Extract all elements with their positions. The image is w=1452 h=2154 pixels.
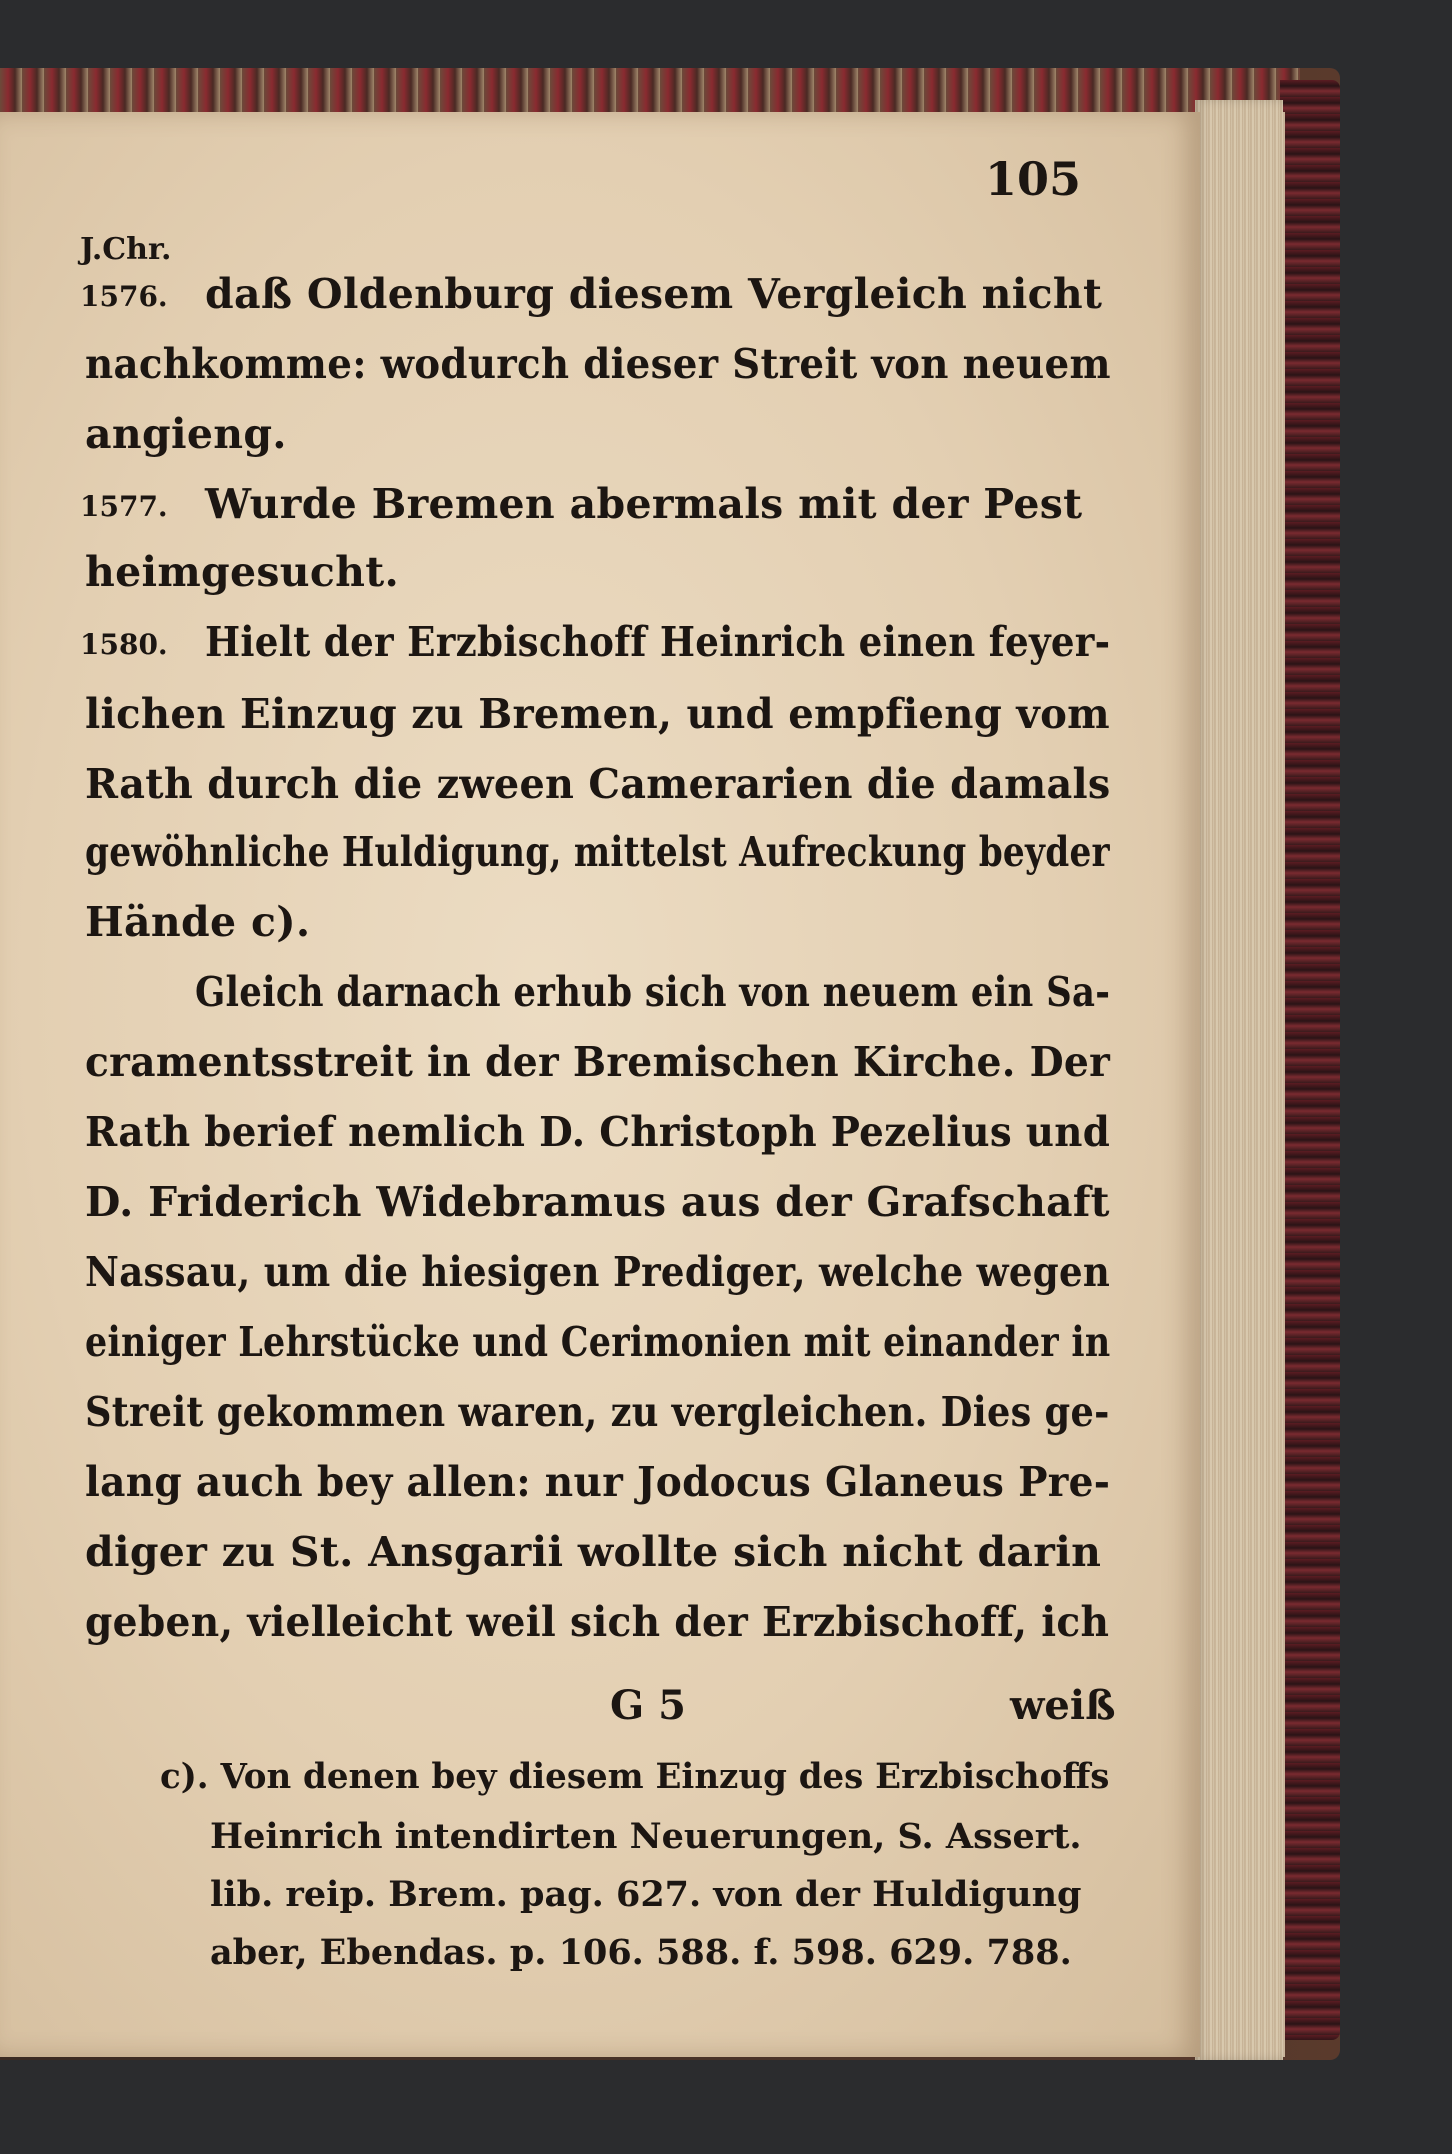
footnote-line: c). Von denen bey diesem Einzug des Erzbischoffs xyxy=(160,1756,1110,1797)
text-line: Rath durch die zween Camerarien die damals xyxy=(85,760,1111,808)
text-line: Hände c). xyxy=(85,898,311,946)
text-line: gewöhnliche Huldigung, mittelst Aufreckung beyder xyxy=(85,828,1110,876)
book-headband xyxy=(0,68,1300,114)
text-line: lang auch bey allen: nur Jodocus Glaneus Pre- xyxy=(85,1458,1111,1506)
text-line: daß Oldenburg diesem Vergleich nicht xyxy=(205,270,1103,318)
marbled-cover-edge xyxy=(1280,80,1340,2040)
year-marginal: 1576. xyxy=(80,280,168,313)
text-line: einiger Lehrstücke und Cerimonien mit einander in xyxy=(85,1318,1111,1366)
page-number: 105 xyxy=(985,152,1082,206)
signature-mark: G 5 xyxy=(610,1682,686,1729)
text-line: lichen Einzug zu Bremen, und empfieng vom xyxy=(85,690,1110,738)
footnote-line: Heinrich intendirten Neuerungen, S. Assert. xyxy=(210,1816,1082,1857)
year-marginal: 1580. xyxy=(80,628,168,661)
text-line: D. Friderich Widebramus aus der Grafschaft xyxy=(85,1178,1110,1226)
text-line: Nassau, um die hiesigen Prediger, welche wegen xyxy=(85,1248,1111,1296)
footnote-line: aber, Ebendas. p. 106. 588. f. 598. 629. 788. xyxy=(210,1932,1072,1973)
footnote-line: lib. reip. Brem. pag. 627. von der Huldigung xyxy=(210,1874,1082,1915)
text-line: diger zu St. Ansgarii wollte sich nicht darin xyxy=(85,1528,1102,1576)
text-line: Rath berief nemlich D. Christoph Pezelius und xyxy=(85,1108,1111,1156)
text-line: cramentsstreit in der Bremischen Kirche. Der xyxy=(85,1038,1111,1086)
margin-label: J.Chr. xyxy=(80,232,172,267)
text-line: Hielt der Erzbischoff Heinrich einen feyer- xyxy=(205,618,1111,666)
page-edges xyxy=(1195,100,1283,2060)
year-marginal: 1577. xyxy=(80,490,168,523)
catchword: weiß xyxy=(1010,1682,1116,1729)
text-line: nachkomme: wodurch dieser Streit von neuem xyxy=(85,340,1111,388)
text-line: geben, vielleicht weil sich der Erzbischoff, ich xyxy=(85,1598,1110,1646)
text-line: Wurde Bremen abermals mit der Pest xyxy=(205,480,1083,528)
text-line: heimgesucht. xyxy=(85,548,400,596)
text-line: Gleich darnach erhub sich von neuem ein Sa- xyxy=(195,968,1111,1016)
text-line: angieng. xyxy=(85,410,287,458)
text-line: Streit gekommen waren, zu vergleichen. Dies ge- xyxy=(85,1388,1110,1436)
